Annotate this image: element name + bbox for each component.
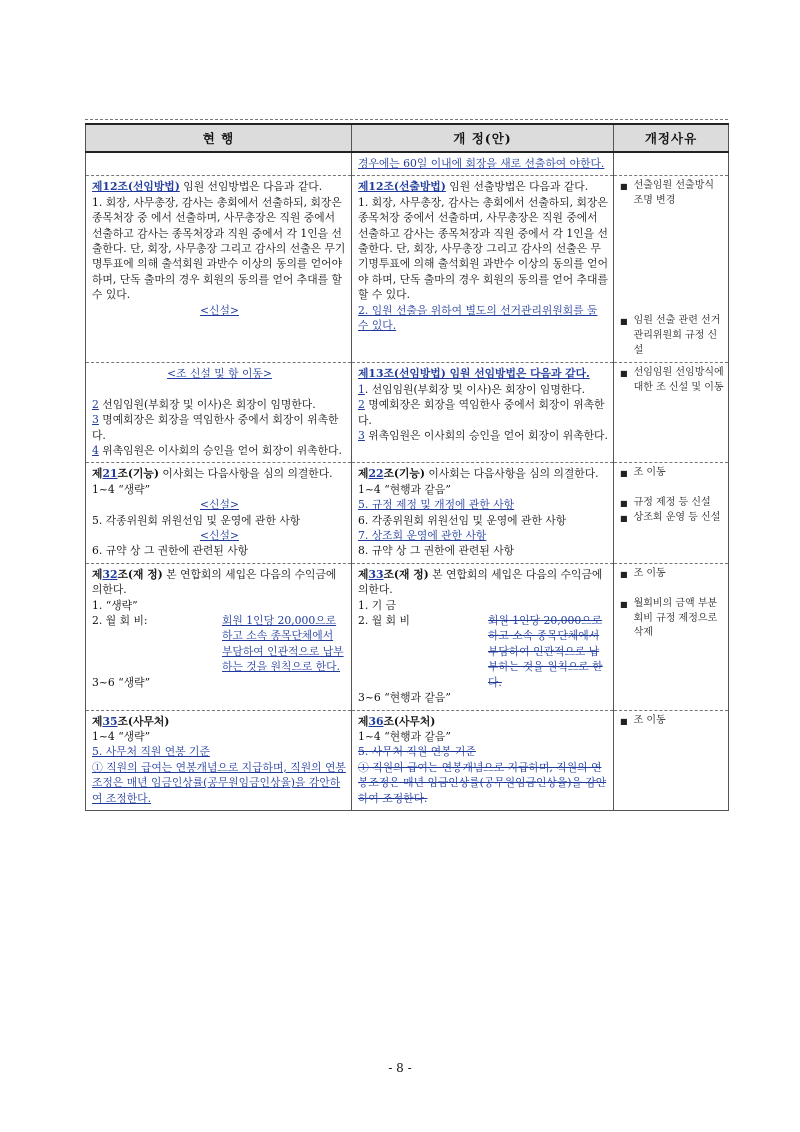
article-title: 조(재 정) [117,567,163,581]
item-text: 5. 각종위원회 위원선임 및 운영에 관한 사항 [92,513,301,527]
article-intro: 임원 선임방법은 다음과 같다. [179,180,323,194]
reason-cell [614,176,729,363]
proposed-cell [352,152,614,176]
item-text: 명예회장은 회장을 역임한사 중에서 회장이 위촉한다. [92,413,339,442]
bullet-icon: ■ [620,514,628,524]
bullet-icon: ■ [620,469,628,479]
added-item: 7. 상조회 운영에 관한 사항 [358,529,487,543]
table-row [86,710,729,810]
item-text: 6. 각종위원회 위원선임 및 운영에 관한 사항 [358,513,567,527]
bullet-icon: ■ [620,182,628,192]
table-row [86,463,729,563]
reason-text: 임원 선출 관련 선거관리위원회 규정 신설 [633,315,721,356]
article-heading: 제12조(선출방법) [358,180,446,194]
item-text: 3~6 “현행과 같음” [358,691,451,705]
reason-text: 선출임원 선출방식 조명 변경 [633,180,715,207]
item-text: 선임임원(부회장 및 이사)은 회장이 임명한다. [98,397,316,411]
item-text: ① 직원의 급여는 연봉개념으로 지급하며, 직원의 연봉조정은 매년 임금인상률(공무원임금인상율)을 감안하여 조정한다. [92,760,346,805]
article-title: 조(재 정) [383,567,429,581]
table-row [86,152,729,176]
proposed-cell [352,710,614,810]
item-text: 1. “생략” [92,598,138,612]
article-number: 36 [368,714,384,728]
header-proposed: 개 정(안) [352,124,614,152]
current-cell [86,363,352,463]
article-title: 조(기능) [117,467,159,481]
move-marker: <조 신설 및 항 이동> [167,367,272,381]
reason-cell [614,363,729,463]
article-intro: 임원 선출방법은 다음과 같다. [445,180,589,194]
article-prefix: 제 [358,714,369,728]
reason-text: 조 이동 [633,567,666,579]
reason-text: 월회비의 금액 부분 회비 규정 제정으로 삭제 [633,597,718,639]
deleted-fee-text: 회원 1인당 20,000으로 하고 소속 종목단체에서 부담하여 인관적으로 납부하는 것을 원칙으로 한다. [488,614,603,689]
fee-text: 회원 1인당 20,000으로 하고 소속 종목단체에서 부담하여 인관적으로 납부하는 것을 원칙으로 한다. [222,614,344,674]
item-text: 8. 규약 상 그 권한에 관련된 사항 [358,544,515,558]
article-heading: 제13조(선임방법) 임원 선임방법은 다음과 같다. [358,367,590,381]
item-text: 3~6 “생략” [92,675,151,689]
article-intro: 이사회는 다음사항을 심의 의결한다. [158,467,333,481]
item-text: 1~4 “생략” [92,729,151,743]
current-cell [86,152,352,176]
item-number: 2 [92,397,99,411]
item-text: 6. 규약 상 그 권한에 관련된 사항 [92,544,249,558]
table-row [86,176,729,363]
article-prefix: 제 [92,567,103,581]
article-number: 21 [102,467,118,481]
bullet-icon: ■ [620,569,628,579]
item-number: 1 [358,382,365,396]
proposed-cell [352,176,614,363]
proposed-cell [352,363,614,463]
item-text: 위촉임원은 이사회의 승인을 얻어 회장이 위촉한다. [98,444,342,458]
proposed-cell [352,563,614,710]
reason-text: 조 이동 [633,467,666,479]
new-clause-marker: <신설> [200,529,239,543]
article-intro: 이사회는 다음사항을 심의 의결한다. [424,467,599,481]
reason-cell [614,710,729,810]
reason-cell [614,563,729,710]
clause-text: 1. 회장, 사무총장, 감사는 총회에서 선출하되, 회장은 종목처장 중에서 선출하며, 사무총장은 직원 중에서 선출하고 감사는 종목처장과 직원 중에서 각 1인을 선출한다. 단, 회장, 사무총장 그리고 감사의 선출은 무기명투표에 의해 출석회원 과반수 이상의 동의를 얻어야 하며, 단독 출마의 경우 회원의 동의를 얻어 추대를 할 수 있다. [358,195,609,302]
fee-label: 2. 월 회 비: [92,614,148,628]
added-clause: 2. 임원 선출을 위하여 별도의 선거관리위원회를 둘 수 있다. [358,303,598,333]
article-intro: 본 연합회의 세입은 다음의 수익금에 의한다. [92,567,337,597]
item-text: 1~4 “현행과 같음” [358,482,451,496]
deleted-item: 5. 사무처 직원 연봉 기준 [358,745,476,759]
current-cell [86,710,352,810]
item-text: 위촉임원은 이사회의 승인을 얻어 회장이 위촉한다. [364,429,608,443]
article-title: 조(기능) [383,467,425,481]
page-number: - 8 - [388,1061,412,1075]
bullet-icon: ■ [620,599,628,609]
added-item: 5. 규정 제정 및 개정에 관한 사항 [358,498,515,512]
item-text: . 선임임원(부회장 및 이사)은 회장이 임명한다. [364,382,586,396]
article-prefix: 제 [358,567,369,581]
bullet-icon: ■ [620,499,628,509]
current-cell [86,463,352,563]
article-number: 35 [102,714,118,728]
article-prefix: 제 [92,467,103,481]
reason-cell [614,152,729,176]
article-prefix: 제 [358,467,369,481]
reason-text: 조 이동 [633,714,666,726]
item-text: 명예회장은 회장을 역임한사 중에서 회장이 위촉한다. [358,398,605,427]
deleted-item: ① 직원의 급여는 연봉개념으로 지급하며, 직원의 연봉조정은 매년 임금인상률(공무원임금인상율)을 감안하여 조정한다. [358,760,607,805]
top-rule [85,119,728,120]
bullet-icon: ■ [620,369,628,379]
article-intro: 본 연합회의 세입은 다음의 수익금에 의한다. [358,567,603,597]
item-number: 4 [92,444,99,458]
clause-text: 1. 회장, 사무총장, 감사는 총회에서 선출하되, 회장은 종목처장 중 에서 선출하며, 사무총장은 직원 중에서 선출하고 감사는 종목처장과 직원 중에서 각 1인을 선출한다. 단, 회장, 사무총장 그리고 감사의 선출은 무기명투표에 의해 출석회원 과반수 이상의 동의를 얻어야 하며, 단독 출마의 경우 회원의 동의를 얻어 추대를 할 수 있다. [92,195,346,302]
item-number: 3 [92,413,99,427]
article-number: 33 [368,567,384,581]
item-text: 1. 기 금 [358,598,397,612]
header-current: 현 행 [86,124,352,152]
current-cell [86,176,352,363]
proposed-cell [352,463,614,563]
reason-text: 규정 제정 등 신설 [633,497,711,509]
current-cell [86,563,352,710]
article-title: 조(사무처) [117,714,170,728]
new-clause-marker: <신설> [200,498,239,512]
article-number: 32 [102,567,118,581]
table-header-row [86,124,729,152]
item-number: 2 [358,398,365,412]
bullet-icon: ■ [620,317,628,326]
item-number: 3 [358,429,365,443]
item-text: 1~4 “생략” [92,482,151,496]
reason-text: 상조회 운영 등 신설 [633,512,721,524]
article-prefix: 제 [92,714,103,728]
reason-text: 선임임원 선임방식에 대한 조 신설 및 이동 [633,367,724,394]
item-text: 5. 사무처 직원 연봉 기준 [92,745,210,759]
table-row [86,363,729,463]
article-title: 조(사무처) [383,714,436,728]
fee-label: 2. 월 회 비 [358,614,410,628]
header-reason: 개정사유 [614,124,729,152]
new-clause-marker: <신설> [200,303,239,317]
table-row [86,563,729,710]
comparison-table [85,123,729,811]
article-heading: 제12조(선임방법) [92,180,180,194]
article-number: 22 [368,467,384,481]
bullet-icon: ■ [620,716,628,726]
reason-cell [614,463,729,563]
item-text: 1~4 “현행과 같음” [358,729,451,743]
continuation-text: 경우에는 60일 이내에 회장을 새로 선출하여 야한다. [358,157,605,170]
